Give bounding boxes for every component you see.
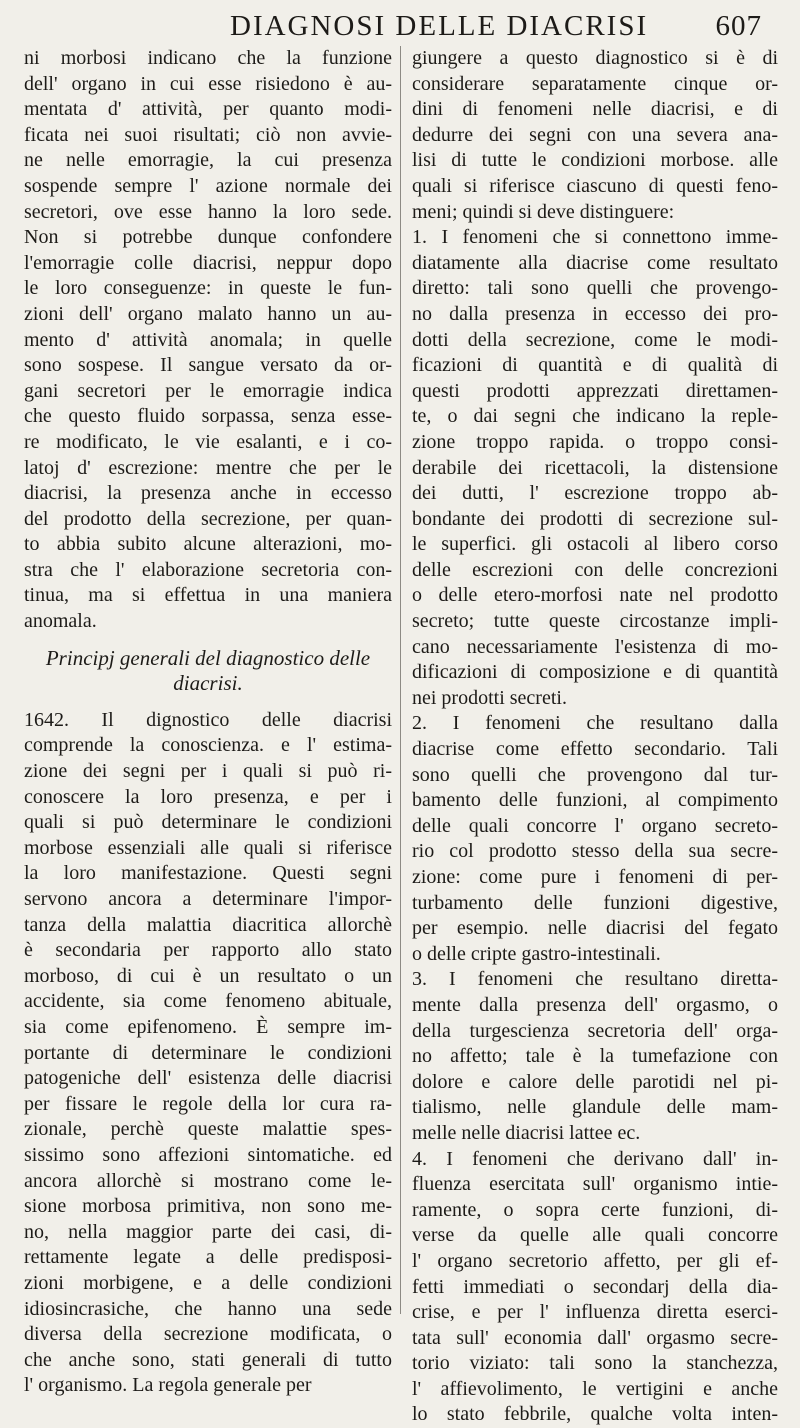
text-line: zionale, perchè queste malattie spes- [24, 1118, 392, 1141]
text-line: bondante dei prodotti di secrezione sul- [412, 507, 778, 530]
text-line: sissimo sono affezioni sintomatiche. ed [24, 1143, 392, 1166]
text-line: diretto: tali sono quelli che provengo- [412, 277, 778, 300]
text-line: dini di fenomeni nelle diacrisi, e di [412, 98, 778, 121]
text-line: dei dutti, l' escrezione troppo ab- [412, 482, 778, 505]
text-line: sione morbosa primitiva, non sono me- [24, 1195, 392, 1218]
text-line: zioni morbigene, e a delle condizioni [24, 1271, 392, 1294]
text-line: dificazioni di composizione e di quantità [412, 661, 778, 684]
text-line: tanza della malattia diacritica allorchè [24, 913, 392, 936]
text-line: mentata d' attività, per quanto modi- [24, 98, 392, 121]
text-line: l' affievolimento, le vertigini e anche [412, 1377, 778, 1400]
numbered-item-1 [412, 225, 778, 711]
left-column [24, 46, 392, 1399]
text-line: questi prodotti apprezzati direttamen- [412, 379, 778, 402]
text-line: zioni dell' organo malato hanno un au- [24, 302, 392, 325]
text-line: diversa della secrezione modificata, o [24, 1323, 392, 1346]
text-line: le loro conseguenze: in queste le fun- [24, 277, 392, 300]
text-line: zione: come pure i fenomeni di per- [412, 866, 778, 888]
text-line: ficazioni di quantità e di qualità di [412, 354, 778, 377]
text-line: melle nelle diacrisi lattee ec. [412, 1121, 641, 1144]
text-line: quali si riferisce ciascuno di questi feno- [412, 174, 778, 197]
text-line: è secondaria per rapporto allo stato [24, 939, 392, 962]
text-line: diatamente alla diacrise come resultato [412, 251, 778, 274]
text-line: 4. I fenomeni che derivano dall' in- [412, 1147, 778, 1170]
text-line: delle escrezioni con delle concrezioni [412, 558, 778, 581]
text-line: della turgescienza secretoria dell' orga- [412, 1019, 778, 1042]
text-line: no dalla presenza in eccesso dei pro- [412, 302, 778, 325]
text-line: ficata nei suoi risultati; ciò non avvie- [24, 123, 392, 146]
text-line: tialismo, nelle glandule delle mam- [412, 1096, 778, 1119]
text-line: secreto; tutte queste circostanze impli- [412, 610, 778, 633]
text-line: mente dalla presenza dell' orgasmo, o [412, 993, 778, 1016]
numbered-item-4 [412, 1147, 778, 1428]
text-line: turbamento delle funzioni digestive, [412, 891, 778, 914]
text-line: no, nella maggior parte dei casi, di- [24, 1220, 392, 1243]
text-line: 3. I fenomeni che resultano diretta- [412, 968, 778, 991]
text-line: l' organo secretorio affetto, per gli ef- [412, 1249, 778, 1272]
text-line: patogeniche dell' esistenza delle diacrisi [24, 1067, 392, 1090]
text-line: Principj generali del diagnostico delle [45, 645, 371, 670]
text-line: fluenza esercitata sull' organismo intie- [412, 1173, 778, 1196]
text-line: diacrisi. [173, 671, 243, 696]
text-line: del prodotto della secrezione, per quan- [24, 507, 392, 530]
text-line: conoscere la loro presenza, e per i [24, 785, 392, 808]
text-line: re modificato, le vie esalanti, e i co- [24, 430, 392, 453]
text-line: diacrise come effetto secondario. Tali [412, 738, 778, 761]
text-line: torio viziato: tali sono la stanchezza, [412, 1352, 778, 1375]
text-line: quali si può determinare le condizioni [24, 811, 392, 834]
text-line: gani secretori per le emorragie indica [24, 379, 392, 402]
text-line: rio col prodotto stesso della sua secre- [412, 840, 778, 863]
numbered-item-3 [412, 967, 778, 1146]
text-line: latoj d' escrezione: mentre che per le [24, 456, 392, 479]
numbered-item-2 [412, 711, 778, 967]
text-line: cano necessariamente l'esistenza di mo- [412, 635, 778, 658]
text-line: comprende la conoscienza. e l' estima- [24, 734, 392, 757]
paragraph [24, 46, 392, 635]
text-line: bamento delle funzioni, al compimento [412, 789, 778, 812]
text-line: mento d' attività anomala; in quelle [24, 328, 392, 351]
text-line: lo stato febbrile, qualche volta inten- [412, 1403, 778, 1426]
text-line: l' organismo. La regola generale per [24, 1374, 312, 1397]
text-line: verse da quelle alle quali concorre [412, 1224, 778, 1247]
text-line: portante di determinare le condizioni [24, 1041, 392, 1064]
text-line: servono ancora a determinare l'impor- [24, 888, 392, 910]
text-line: che questo fluido sorpassa, senza esse- [24, 405, 392, 428]
text-line: derabile dei ricettacoli, la distensione [412, 456, 778, 479]
text-line: sono quelli che provengono dal tur- [412, 763, 778, 786]
text-line: la loro manifestazione. Questi segni [24, 862, 392, 885]
text-line: nei prodotti secreti. [412, 686, 567, 709]
paragraph [412, 46, 778, 225]
text-line: morbose essenziali alle quali si riferisce [24, 836, 392, 859]
text-line: diacrisi, la presenza anche in eccesso [24, 482, 392, 505]
column-divider [400, 46, 401, 1314]
text-line: meni; quindi si deve distinguere: [412, 200, 675, 223]
text-line: 1. I fenomeni che si connettono imme- [412, 226, 778, 249]
text-line: zione troppo rapida. o troppo consi- [412, 430, 778, 453]
text-line: considerare separatamente cinque or- [412, 72, 778, 95]
text-line: dotti della secrezione, come le modi- [412, 328, 778, 351]
text-line: delle quali concorre l' organo secreto- [412, 814, 778, 837]
text-line: dell' organo in cui esse risiedono è au- [24, 72, 392, 95]
text-line: anomala. [24, 610, 97, 633]
text-line: per fissare le regole della lor cura ra- [24, 1092, 392, 1115]
text-line: Non si potrebbe dunque confondere [24, 226, 392, 249]
text-line: ramente, o sopra certe funzioni, di- [412, 1198, 778, 1221]
text-line: crise, e per l' influenza diretta eserci- [412, 1301, 778, 1324]
text-line: te, o dai segni che indicano la reple- [412, 405, 778, 428]
text-line: ni morbosi indicano che la funzione [24, 47, 392, 69]
text-line: ne nelle emorragie, la cui presenza [24, 149, 392, 172]
page-header [0, 10, 800, 50]
text-line: ancora allorchè si mostrano come le- [24, 1169, 392, 1192]
text-line: o delle etero-morfosi nate nel prodotto [412, 584, 778, 607]
text-line: tata sull' economia dall' orgasmo secre- [412, 1326, 778, 1349]
text-line: fetti immediati o secondarj della dia- [412, 1275, 778, 1298]
text-line: 1642. Il dignostico delle diacrisi [24, 708, 392, 731]
text-line: sospende sempre l' azione normale dei [24, 174, 392, 197]
paragraph [24, 708, 392, 1399]
text-line: to abbia subito alcune alterazioni, mo- [24, 533, 392, 556]
section-heading [24, 646, 392, 697]
text-line: sia come epifenomeno. È sempre im- [24, 1015, 392, 1038]
text-line: dedurre dei segni con una severa ana- [412, 123, 778, 146]
page-number: 607 [715, 10, 762, 42]
text-line: morboso, di cui è un resultato o un [24, 964, 392, 987]
right-column [412, 46, 778, 1428]
text-line: o delle cripte gastro-intestinali. [412, 942, 661, 965]
text-line: giungere a questo diagnostico si è di [412, 47, 778, 69]
text-line: tinua, ma si effettua in una maniera [24, 584, 392, 607]
text-line: per esempio. nelle diacrisi del fegato [412, 917, 778, 940]
text-line: secretori, ove esse hanno la loro sede. [24, 200, 392, 223]
text-line: stra che l' elaborazione secretoria con- [24, 558, 392, 581]
text-line: zione dei segni per i quali si può ri- [24, 760, 392, 783]
text-line: accidente, sia come fenomeno abituale, [24, 990, 392, 1013]
text-line: no affetto; tale è la tumefazione con [412, 1045, 778, 1068]
text-line: le superfici. gli ostacoli al libero corso [412, 533, 778, 556]
text-line: 2. I fenomeni che resultano dalla [412, 712, 778, 735]
text-line: lisi di tutte le condizioni morbose. alle [412, 149, 778, 172]
running-title: DIAGNOSI DELLE DIACRISI [230, 10, 649, 42]
text-line: dolore e calore delle parotidi nel pi- [412, 1070, 778, 1093]
text-line: sono sospese. Il sangue versato da or- [24, 354, 392, 377]
text-line: idiosincrasiche, che hanno una sede [24, 1297, 392, 1320]
text-line: l'emorragie colle diacrisi, neppur dopo [24, 251, 392, 274]
text-line: che anche sono, stati generali di tutto [24, 1348, 392, 1371]
text-line: rettamente legate a delle predisposi- [24, 1246, 392, 1269]
